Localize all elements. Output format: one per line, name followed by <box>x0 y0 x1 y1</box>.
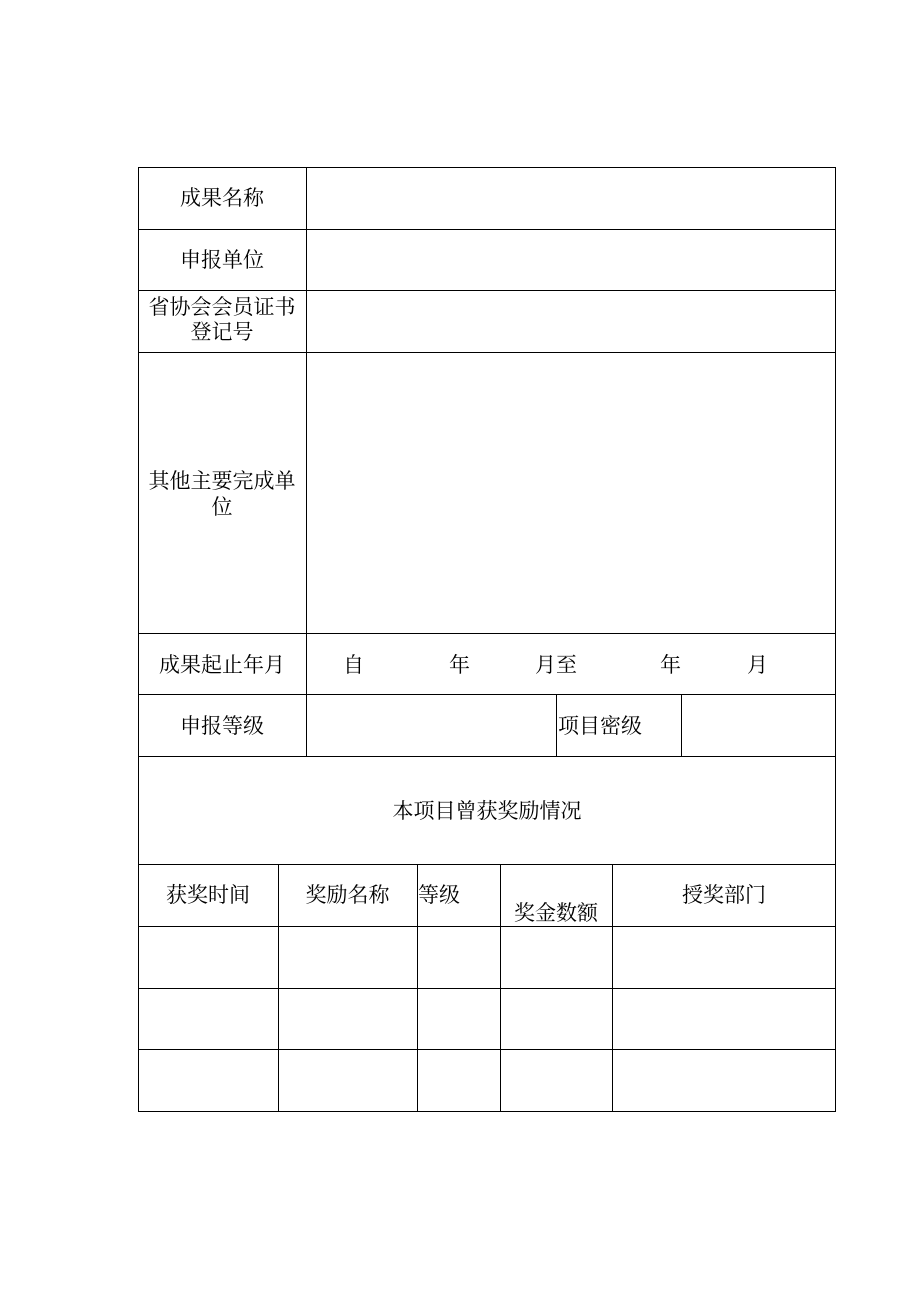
award-time-cell[interactable] <box>141 929 275 985</box>
award-amount-cell[interactable] <box>503 991 609 1046</box>
achievement-name-field[interactable] <box>310 169 832 227</box>
other-units-label-line1: 其他主要完成单 <box>148 469 296 493</box>
membership-cert-label-line2: 登记号 <box>190 320 254 344</box>
apply-level-field[interactable] <box>310 697 553 754</box>
applicant-unit-field[interactable] <box>310 231 832 288</box>
award-amount-header: 奖金数额 <box>514 901 598 925</box>
award-time-cell[interactable] <box>141 1052 275 1108</box>
award-department-cell[interactable] <box>615 1052 832 1108</box>
other-units-label-line2: 位 <box>211 495 233 519</box>
column-divider <box>681 694 682 757</box>
secrecy-field[interactable] <box>685 697 832 754</box>
membership-cert-field[interactable] <box>310 292 832 350</box>
row-divider <box>138 1049 836 1050</box>
award-level-cell[interactable] <box>420 929 497 985</box>
period-month2-label[interactable]: 月 <box>747 653 768 677</box>
award-time-cell[interactable] <box>141 991 275 1046</box>
award-name-cell[interactable] <box>281 929 414 985</box>
award-name-cell[interactable] <box>281 1052 414 1108</box>
row-divider <box>138 229 836 230</box>
row-divider <box>138 864 836 865</box>
award-level-cell[interactable] <box>420 1052 497 1108</box>
membership-cert-label-line1: 省协会会员证书 <box>148 295 296 319</box>
award-name-header: 奖励名称 <box>305 883 390 907</box>
row-divider <box>138 1111 836 1112</box>
column-divider <box>835 167 836 1112</box>
application-form <box>138 167 836 1112</box>
period-year1-label[interactable]: 年 <box>449 653 470 677</box>
award-department-cell[interactable] <box>615 991 832 1046</box>
column-divider <box>306 167 307 757</box>
awards-section-title: 本项目曾获奖励情况 <box>392 799 582 823</box>
award-level-header: 等级 <box>418 883 460 907</box>
row-divider <box>138 633 836 634</box>
row-divider <box>138 988 836 989</box>
row-divider <box>138 756 836 757</box>
award-department-header: 授奖部门 <box>682 883 766 907</box>
period-year2-label[interactable]: 年 <box>660 653 681 677</box>
award-level-cell[interactable] <box>420 991 497 1046</box>
other-units-field[interactable] <box>310 355 832 631</box>
row-divider <box>138 352 836 353</box>
row-divider <box>138 290 836 291</box>
row-divider <box>138 167 836 168</box>
column-divider <box>556 694 557 757</box>
award-name-cell[interactable] <box>281 991 414 1046</box>
achievement-name-label: 成果名称 <box>180 186 264 210</box>
award-amount-cell[interactable] <box>503 1052 609 1108</box>
award-time-header: 获奖时间 <box>166 883 250 907</box>
award-amount-cell[interactable] <box>503 929 609 985</box>
applicant-unit-label: 申报单位 <box>180 248 264 272</box>
apply-level-label: 申报等级 <box>180 714 264 738</box>
period-month-to-label[interactable]: 月至 <box>535 653 577 677</box>
row-divider <box>138 694 836 695</box>
award-department-cell[interactable] <box>615 929 832 985</box>
secrecy-label: 项目密级 <box>558 714 642 738</box>
period-label: 成果起止年月 <box>159 653 285 677</box>
period-from-label: 自 <box>343 653 364 677</box>
row-divider <box>138 926 836 927</box>
